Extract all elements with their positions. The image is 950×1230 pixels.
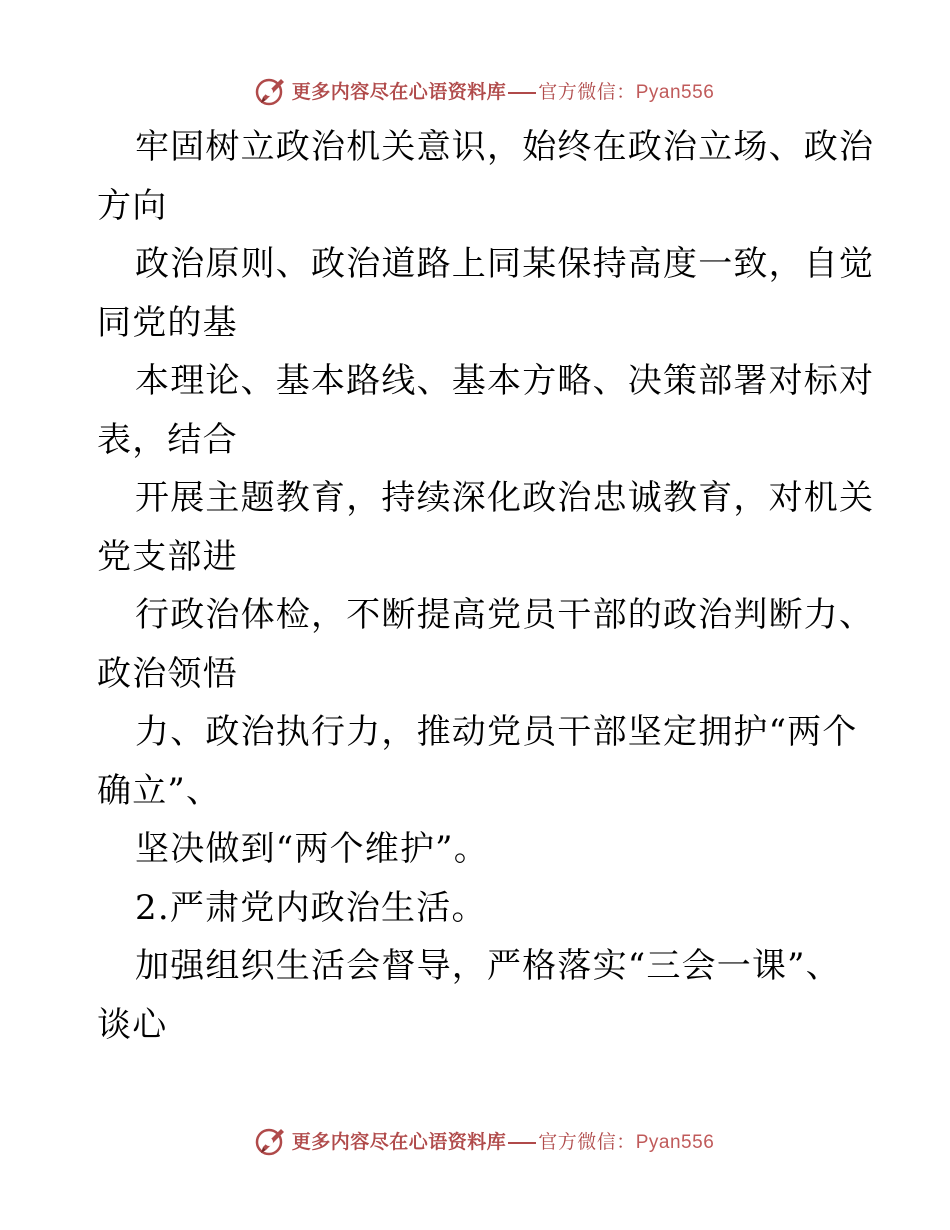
body-line: 牢固树立政治机关意识，始终在政治立场、政治 [135, 127, 875, 167]
body-line: 政治领悟 [97, 653, 238, 694]
document-body [97, 118, 875, 1054]
body-line: 谈心 [97, 1004, 168, 1045]
pen-logo-icon [254, 1123, 288, 1157]
body-line: 力、政治执行力，推动党员干部坚定拥护“两个 [135, 712, 858, 752]
body-line: 方向 [97, 185, 168, 226]
header-wechat-id: Pyan556 [635, 81, 715, 103]
footer-banner-suffix: 官方微信： [538, 1130, 636, 1153]
body-line: 表，结合 [97, 419, 238, 460]
pen-logo-icon [254, 73, 288, 107]
body-line: 开展主题教育，持续深化政治忠诚教育，对机关 [135, 478, 875, 518]
footer-banner-title: 更多内容尽在心语资料库 [291, 1130, 507, 1153]
footer-banner-text [292, 1127, 715, 1154]
footer-wechat-id: Pyan556 [635, 1131, 715, 1153]
header-banner [0, 70, 950, 110]
header-banner-suffix: 官方微信： [538, 80, 636, 103]
body-line: 行政治体检，不断提高党员干部的政治判断力、 [135, 595, 875, 635]
body-line: 同党的基 [97, 302, 238, 343]
footer-banner [0, 1120, 950, 1160]
body-line: 本理论、基本路线、基本方略、决策部署对标对 [135, 361, 875, 401]
header-banner-text [292, 77, 715, 104]
footer-banner-inner [254, 1123, 715, 1157]
body-line: 党支部进 [97, 536, 238, 577]
body-line: 加强组织生活会督导，严格落实“三会一课”、 [135, 946, 841, 986]
footer-banner-dash [508, 1142, 536, 1144]
header-banner-inner [254, 73, 715, 107]
body-line: 政治原则、政治道路上同某保持高度一致，自觉 [135, 244, 875, 284]
header-banner-title: 更多内容尽在心语资料库 [291, 80, 507, 103]
body-line: 确立”、 [97, 770, 222, 811]
body-line: 坚决做到“两个维护”。 [135, 829, 489, 869]
section-heading: 2.严肃党内政治生活。 [135, 887, 487, 928]
header-banner-dash [508, 92, 536, 94]
